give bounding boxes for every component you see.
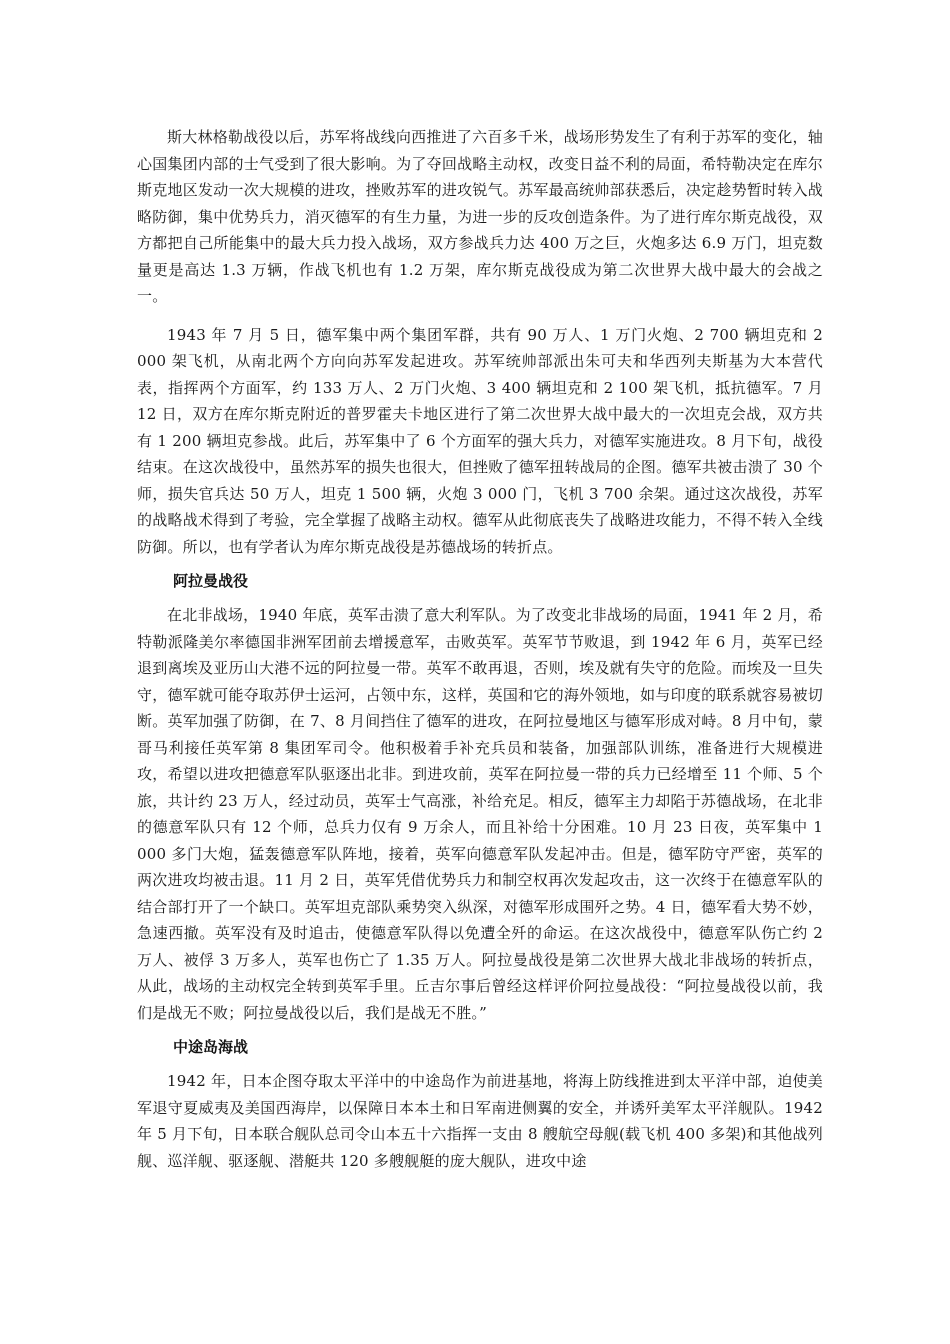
paragraph-midway: 1942 年，日本企图夺取太平洋中的中途岛作为前进基地，将海上防线推进到太平洋中部，迫使美军退守夏威夷及美国西海岸，以保障日本本土和日军南进侧翼的安全，并诱歼美军太平洋舰队。1942 年 5 月下旬，日本联合舰队总司令山本五十六指挥一支由 8 艘航空母舰(载飞机 400 多架)和其他战列舰、巡洋舰、驱逐舰、潜艇共 120 多艘舰艇的庞大舰队，进攻中途 bbox=[137, 1072, 823, 1170]
heading-alamein: 阿拉曼战役 bbox=[173, 572, 249, 590]
document-page bbox=[137, 124, 823, 1174]
paragraph-alamein: 在北非战场，1940 年底，英军击溃了意大利军队。为了改变北非战场的局面，1941 年 2 月，希特勒派隆美尔率德国非洲军团前去增援意军，击败英军。英军节节败退，到 1942 年 6 月，英军已经退到离埃及亚历山大港不远的阿拉曼一带。英军不敢再退，否则，埃及就有失守的危险。而埃及一旦失守，德军就可能夺取苏伊士运河，占领中东，这样，英国和它的海外领地，如与印度的联系就容易被切断。英军加强了防御，在 7、8 月间挡住了德军的进攻，在阿拉曼地区与德军形成对峙。8 月中旬，蒙哥马利接任英军第 8 集团军司令。他积极着手补充兵员和装备，加强部队训练，准备进行大规模进攻，希望以进攻把德意军队驱逐出北非。到进攻前，英军在阿拉曼一带的兵力已经增至 11 个师、5 个旅，共计约 23 万人，经过动员，英军士气高涨，补给充足。相反，德军主力却陷于苏德战场，在北非的德意军队只有 12 个师，总兵力仅有 9 万余人，而且补给十分困难。10 月 23 日夜，英军集中 1 000 多门大炮，猛轰德意军队阵地，接着，英军向德意军队发起冲击。但是，德军防守严密，英军的两次进攻均被击退。11 月 2 日，英军凭借优势兵力和制空权再次发起攻击，这一次终于在德意军队的结合部打开了一个缺口。英军坦克部队乘势突入纵深，对德军形成围歼之势。4 日，德军看大势不妙，急速西撤。英军没有及时追击，使德意军队得以免遭全歼的命运。在这次战役中，德意军队伤亡约 2 万人、被俘 3 万多人，英军也伤亡了 1.35 万人。阿拉曼战役是第二次世界大战北非战场的转折点，从此，战场的主动权完全转到英军手里。丘吉尔事后曾经这样评价阿拉曼战役：“阿拉曼战役以前，我们是战无不败；阿拉曼战役以后，我们是战无不胜。” bbox=[137, 606, 823, 1022]
paragraph-kursk-battle: 1943 年 7 月 5 日，德军集中两个集团军群，共有 90 万人、1 万门火炮、2 700 辆坦克和 2 000 架飞机，从南北两个方向向苏军发起进攻。苏军统帅部派出朱可夫和华西列夫斯基为大本营代表，指挥两个方面军，约 133 万人、2 万门火炮、3 400 辆坦克和 2 100 架飞机，抵抗德军。7 月 12 日，双方在库尔斯克附近的普罗霍夫卡地区进行了第二次世界大战中最大的一次坦克会战，双方共有 1 200 辆坦克参战。此后，苏军集中了 6 个方面军的强大兵力，对德军实施进攻。8 月下旬，战役结束。在这次战役中，虽然苏军的损失也很大，但挫败了德军扭转战局的企图。德军共被击溃了 30 个师，损失官兵达 50 万人，坦克 1 500 辆，火炮 3 000 门，飞机 3 700 余架。通过这次战役，苏军的战略战术得到了考验，完全掌握了战略主动权。德军从此彻底丧失了战略进攻能力，不得不转入全线防御。所以，也有学者认为库尔斯克战役是苏德战场的转折点。 bbox=[137, 325, 823, 556]
paragraph-kursk-intro: 斯大林格勒战役以后，苏军将战线向西推进了六百多千米，战场形势发生了有利于苏军的变化，轴心国集团内部的士气受到了很大影响。为了夺回战略主动权，改变日益不利的局面，希特勒决定在库尔斯克地区发动一次大规模的进攻，挫败苏军的进攻锐气。苏军最高统帅部获悉后，决定趁势暂时转入战略防御，集中优势兵力，消灭德军的有生力量，为进一步的反攻创造条件。为了进行库尔斯克战役，双方都把自己所能集中的最大兵力投入战场，双方参战兵力达 400 万之巨，火炮多达 6.9 万门，坦克数量更是高达 1.3 万辆，作战飞机也有 1.2 万架，库尔斯克战役成为第二次世界大战中最大的会战之一。 bbox=[137, 128, 823, 305]
heading-midway: 中途岛海战 bbox=[173, 1038, 249, 1056]
